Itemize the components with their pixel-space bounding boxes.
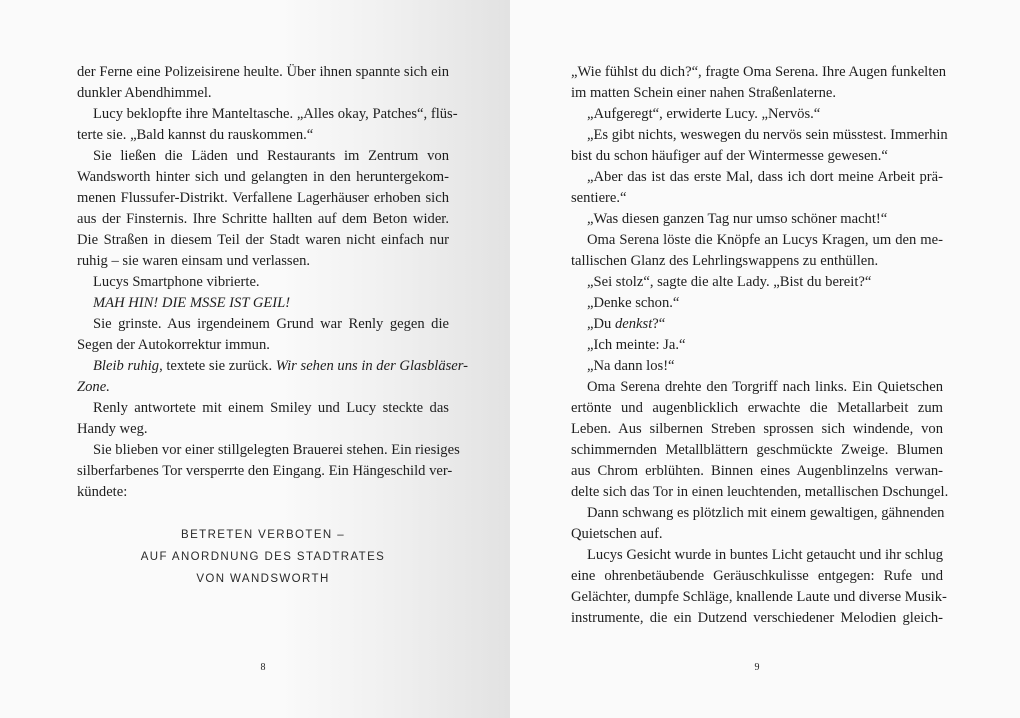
right-page: [510, 0, 1020, 718]
text-line: [77, 356, 469, 377]
page-number-left: 8: [260, 662, 266, 673]
plain-text: „Du: [587, 316, 615, 332]
text-line: Dann schwang es plötzlich mit einem gewaltigen, gähnenden: [587, 505, 945, 521]
text-line: Sie ließen die Läden und Restaurants im Zentrum von: [93, 148, 449, 164]
text-line: Leben. Aus silbernen Streben sprossen sich windende, von: [571, 421, 943, 437]
italic-text: Bleib ruhig: [93, 358, 160, 374]
text-line: „Denke schon.“: [587, 295, 680, 311]
text-line: „Sei stolz“, sagte die alte Lady. „Bist du bereit?“: [587, 274, 872, 290]
text-line: „Was diesen ganzen Tag nur umso schöner macht!“: [587, 211, 888, 227]
page-number-right: 9: [754, 662, 760, 673]
text-line: ertönte und augenblicklich erwachte die Metallarbeit zum: [571, 400, 943, 416]
text-line: delte sich das Tor in einen leuchtenden, metallischen Dschungel.: [571, 484, 949, 500]
text-line: Segen der Autokorrektur immun.: [77, 337, 270, 353]
text-line: „Aber das ist das erste Mal, dass ich dort meine Arbeit prä-: [587, 169, 943, 185]
text-line: menen Flussufer-Distrikt. Verfallene Lagerhäuser erhoben sich: [77, 190, 449, 206]
text-line: Wandsworth hinter sich und gelangten in den heruntergekom-: [77, 169, 449, 185]
text-line: schimmernden Metallblättern geschmückte Zweige. Blumen: [571, 442, 943, 458]
text-line: Lucys Gesicht wurde in buntes Licht getaucht und ihr schlug: [587, 547, 943, 563]
text-line: „Na dann los!“: [587, 358, 675, 374]
text-line: bist du schon häufiger auf der Wintermesse gewesen.“: [571, 148, 888, 164]
italic-text: Wir sehen uns in der Glasbläser-: [275, 358, 469, 374]
text-line: terte sie. „Bald kannst du rauskommen.“: [77, 127, 314, 143]
text-line: Handy weg.: [77, 421, 148, 437]
text-line: Zone.: [77, 379, 110, 395]
sign-text-block: [77, 524, 449, 590]
text-line: Die Straßen in diesem Teil der Stadt waren nicht einfach nur: [77, 232, 449, 248]
left-page-text: [77, 62, 469, 503]
text-line: kündete:: [77, 484, 128, 500]
text-line: Sie grinste. Aus irgendeinem Grund war Renly gegen die: [93, 316, 449, 332]
text-line: „Es gibt nichts, weswegen du nervös sein müsstest. Immerhin: [587, 127, 948, 143]
sign-line: AUF ANORDNUNG DES STADTRATES: [140, 551, 386, 563]
text-line: aus Chrom erblühten. Binnen eines Augenblinzelns verwan-: [571, 463, 943, 479]
text-line: „Wie fühlst du dich?“, fragte Oma Serena. Ihre Augen funkelten: [571, 64, 947, 80]
text-line: Oma Serena löste die Knöpfe an Lucys Kragen, um den me-: [587, 232, 943, 248]
text-message-line: MAH HIN! DIE MSSE IST GEIL!: [93, 295, 291, 311]
text-line: Oma Serena drehte den Torgriff nach links. Ein Quietschen: [587, 379, 943, 395]
text-line: ruhig – sie waren einsam und verlassen.: [77, 253, 311, 269]
italic-text: denkst: [614, 316, 653, 332]
plain-text: , textete sie zurück.: [159, 358, 276, 374]
text-line: Quietschen auf.: [571, 526, 663, 542]
text-line: Lucys Smartphone vibrierte.: [93, 274, 260, 290]
text-line: der Ferne eine Polizeisirene heulte. Über ihnen spannte sich ein: [77, 64, 449, 80]
text-line: instrumente, die ein Dutzend verschiedener Melodien gleich-: [571, 610, 943, 626]
text-line: sentiere.“: [571, 190, 627, 206]
text-line: [571, 314, 943, 335]
sign-line: BETRETEN VERBOTEN –: [181, 529, 345, 541]
text-line: tallischen Glanz des Lehrlingswappens zu enthüllen.: [571, 253, 879, 269]
text-line: aus der Finsternis. Ihre Schritte hallten auf dem Beton wider.: [77, 211, 449, 227]
text-line: Renly antwortete mit einem Smiley und Lucy steckte das: [93, 400, 449, 416]
text-line: Lucy beklopfte ihre Manteltasche. „Alles okay, Patches“, flüs-: [93, 106, 458, 122]
text-line: dunkler Abendhimmel.: [77, 85, 212, 101]
text-line: Gelächter, dumpfe Schläge, knallende Laute und diverse Musik-: [571, 589, 947, 605]
text-line: eine ohrenbetäubende Geräuschkulisse entgegen: Rufe und: [571, 568, 943, 584]
text-line: silberfarbenes Tor versperrte den Eingang. Ein Hängeschild ver-: [77, 463, 453, 479]
text-line: im matten Schein einer nahen Straßenlaterne.: [571, 85, 837, 101]
right-page-text: [571, 62, 949, 629]
text-line: „Aufgeregt“, erwiderte Lucy. „Nervös.“: [587, 106, 821, 122]
sign-line: VON WANDSWORTH: [196, 573, 330, 585]
plain-text: ?“: [652, 316, 666, 332]
text-line: „Ich meinte: Ja.“: [587, 337, 686, 353]
text-line: Sie blieben vor einer stillgelegten Brauerei stehen. Ein riesiges: [93, 442, 460, 458]
